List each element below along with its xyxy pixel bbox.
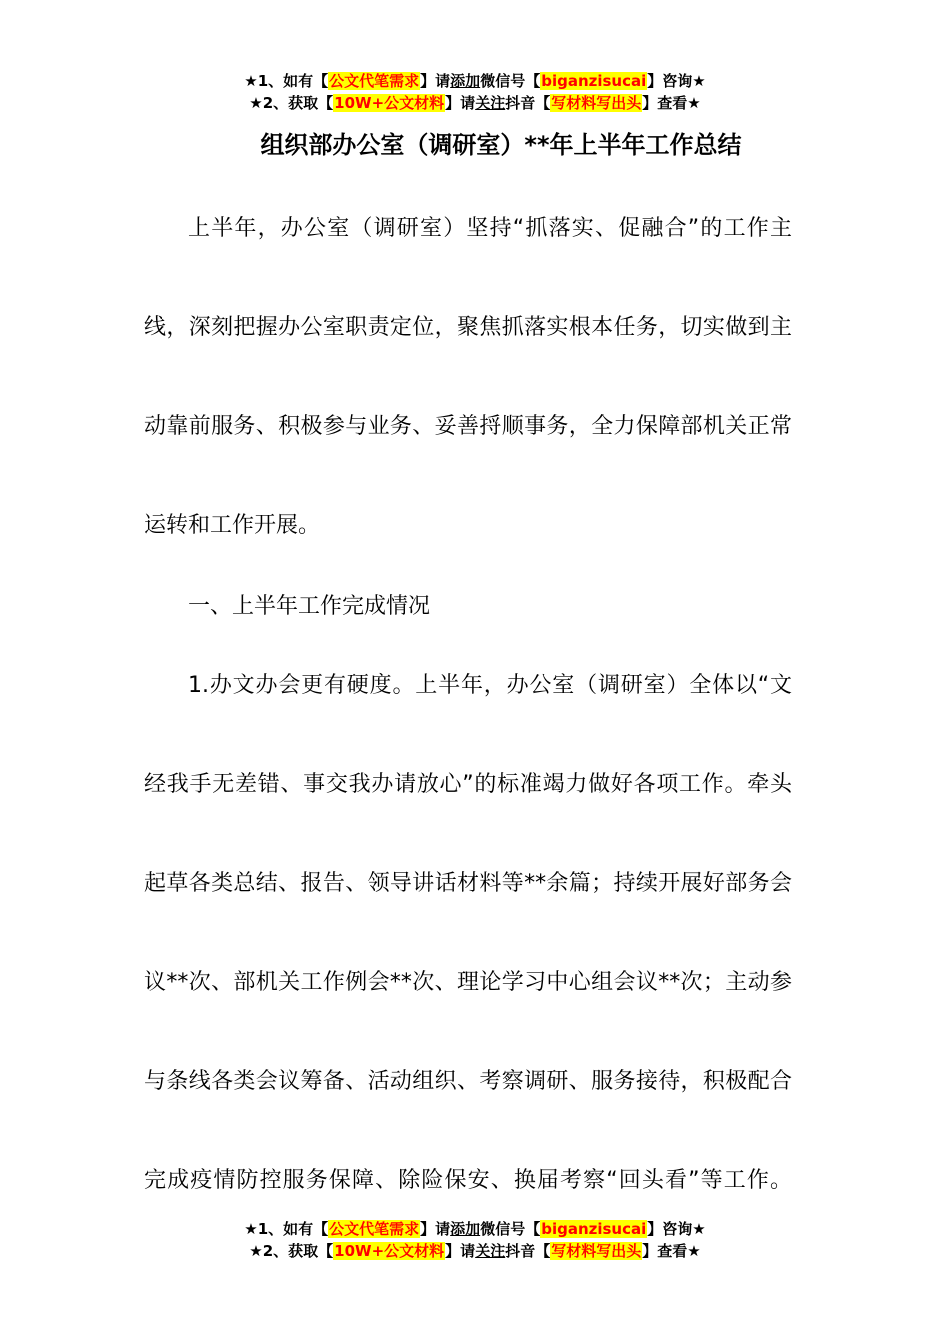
highlight-douyin: 写材料写出头 [551,94,642,112]
highlight-service: 公文代笔需求 [329,1220,420,1238]
star-icon: ★ [687,94,701,112]
text-line: 经我手无差错、事交我办请放心”的标准竭力做好各项工作。牵头 [144,772,792,797]
text-line: 与条线各类会议筹备、活动组织、考察调研、服务接待，积极配合 [144,1069,792,1094]
highlight-materials: 10W+公文材料 [334,1242,445,1260]
text-line: 议**次、部机关工作例会**次、理论学习中心组会议**次；主动参 [144,970,792,995]
star-icon: ★ [692,72,706,90]
text-line: 起草各类总结、报告、领导讲话材料等**余篇；持续开展好部务会 [144,871,792,896]
section-heading: 一、上半年工作完成情况 [188,594,431,619]
text-line: 1.办文办会更有硬度。上半年，办公室（调研室）全体以“文 [188,673,792,698]
star-icon: ★ [244,72,258,90]
header-banner [0,70,950,114]
highlight-wechat-id: biganzisucai [541,72,647,90]
highlight-materials: 10W+公文材料 [334,94,445,112]
text-line: 完成疫情防控服务保障、除险保安、换届考察“回头看”等工作。 [144,1168,792,1193]
highlight-service: 公文代笔需求 [329,72,420,90]
document-title: 组织部办公室（调研室）**年上半年工作总结 [260,131,742,159]
star-icon: ★ [687,1242,701,1260]
banner-line-1: ★1、如有【公文代笔需求】请添加微信号【biganzisucai】咨询★ [244,72,706,90]
text-line: 上半年，办公室（调研室）坚持“抓落实、促融合”的工作主 [188,216,792,241]
highlight-douyin: 写材料写出头 [551,1242,642,1260]
star-icon: ★ [244,1220,258,1238]
banner-line-1: ★1、如有【公文代笔需求】请添加微信号【biganzisucai】咨询★ [244,1220,706,1238]
footer-banner [0,1218,950,1262]
banner-line-2: ★2、获取【10W+公文材料】请关注抖音【写材料写出头】查看★ [249,94,701,112]
text-line: 动靠前服务、积极参与业务、妥善捋顺事务，全力保障部机关正常 [144,414,792,439]
highlight-wechat-id: biganzisucai [541,1220,647,1238]
star-icon: ★ [249,1242,263,1260]
text-line: 线，深刻把握办公室职责定位，聚焦抓落实根本任务，切实做到主 [144,315,792,340]
star-icon: ★ [692,1220,706,1238]
banner-line-2: ★2、获取【10W+公文材料】请关注抖音【写材料写出头】查看★ [249,1242,701,1260]
star-icon: ★ [249,94,263,112]
text-line: 运转和工作开展。 [144,513,321,538]
